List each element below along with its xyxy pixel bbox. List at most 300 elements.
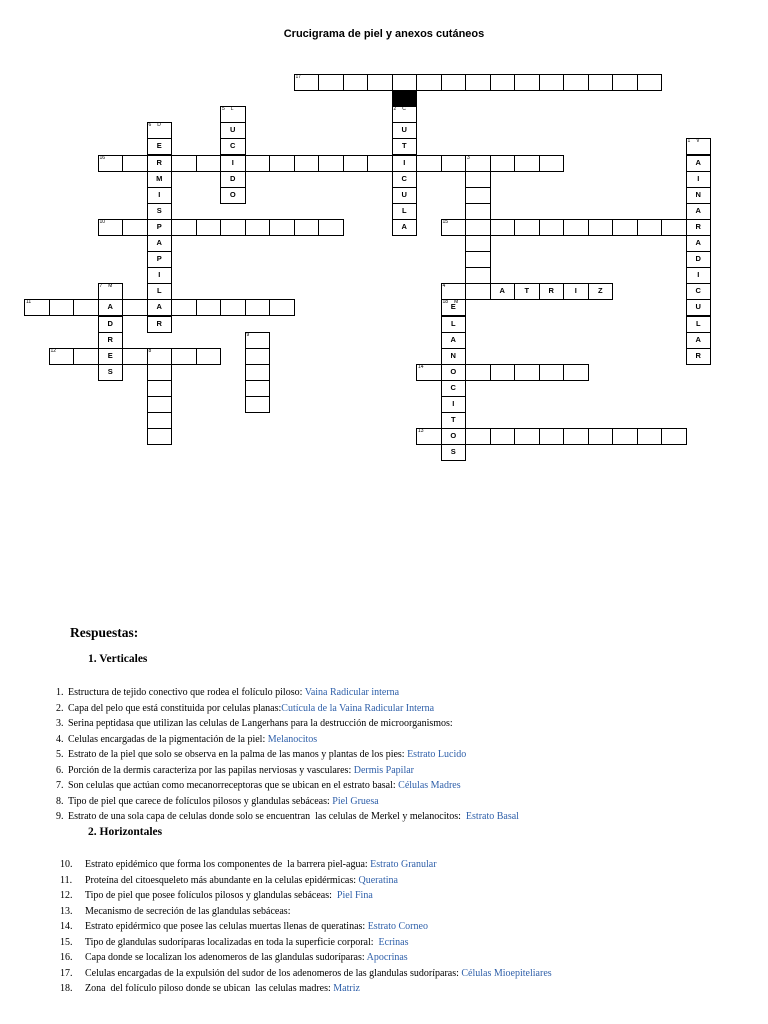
clue-item-number: 5. [56, 749, 64, 760]
crossword-cell [147, 155, 173, 172]
clue-answer: Estrato Granular [370, 859, 437, 870]
crossword-cell [441, 219, 467, 236]
crossword-cell [220, 138, 246, 155]
crossword-cell [220, 155, 246, 172]
clue-answer: Células Madres [398, 780, 461, 791]
answers-heading: Respuestas: [70, 625, 139, 640]
crossword-cell [637, 74, 663, 91]
crossword-cell [245, 155, 271, 172]
crossword-cell [441, 74, 467, 91]
crossword-cell [441, 412, 467, 429]
clue-number-letter: V [696, 138, 700, 145]
crossword-black-cell [392, 90, 418, 107]
clue-number: 7 M [99, 283, 113, 290]
crossword-cell [465, 203, 491, 220]
page-title: Crucigrama de piel y anexos cutáneos [283, 28, 485, 40]
crossword-cell [686, 283, 712, 300]
crossword-cell [220, 122, 246, 139]
cell-letter: T [401, 141, 407, 151]
crossword-grid [0, 0, 768, 457]
crossword-cell [98, 364, 124, 381]
crossword-cell [245, 299, 271, 316]
clue-text: Tipo de glandulas sudoríparas localizadas en toda la superficie corporal: [80, 936, 379, 948]
crossword-cell [514, 428, 540, 445]
crossword-cell [686, 187, 712, 204]
crossword-cell [612, 428, 638, 445]
crossword-cell [98, 299, 124, 316]
crossword-cell [245, 364, 271, 381]
crossword-cell [245, 332, 271, 349]
crossword-cell [514, 74, 540, 91]
clue-number: 15 [442, 218, 449, 225]
cell-letter: L [450, 318, 456, 328]
cell-letter: C [230, 141, 236, 151]
cell-letter: I [452, 399, 455, 408]
crossword-cell [122, 348, 148, 365]
crossword-cell [343, 74, 369, 91]
cell-letter: R [156, 157, 162, 167]
cell-letter: U [230, 125, 236, 135]
crossword-cell [686, 155, 712, 172]
cell-letter: C [450, 382, 456, 392]
cell-letter: E [450, 302, 456, 312]
crossword-cell [416, 74, 442, 91]
clue-text: Tipo de piel que posee folículos pilosos y glandulas sebáceas: [80, 890, 337, 901]
crossword-cell [147, 267, 173, 284]
crossword-cell [416, 428, 442, 445]
crossword-cell [441, 316, 467, 333]
crossword-cell [490, 364, 516, 381]
clue-text: Celulas encargadas de la pigmentación de la piel: [68, 733, 268, 745]
crossword-cell [686, 251, 712, 268]
clue-item [60, 859, 437, 871]
cell-letter: I [574, 286, 577, 296]
cell-letter: L [695, 318, 701, 328]
crossword-cell [490, 428, 516, 445]
crossword-cell [637, 428, 663, 445]
crossword-cell [490, 155, 516, 172]
clue-text: Estructura de tejido conectivo que rodea el folículo piloso: [68, 687, 305, 698]
cell-letter: C [695, 286, 701, 296]
crossword-cell [563, 428, 589, 445]
crossword-cell [171, 219, 197, 236]
cell-letter: A [401, 221, 407, 231]
crossword-cell [392, 155, 418, 172]
clue-number: 12 [50, 347, 57, 354]
crossword-cell [147, 299, 173, 316]
clue-item-number: 10. [60, 859, 73, 870]
cell-letter: I [231, 157, 234, 167]
crossword-cell [563, 74, 589, 91]
cell-letter: A [499, 286, 505, 296]
clue-text: Mecanismo de secreción de las glandulas sebáceas: [80, 905, 291, 917]
crossword-cell [588, 428, 614, 445]
clue-number: 14 [418, 363, 424, 370]
clue-item-number: 1. [56, 687, 64, 698]
crossword-cell [220, 171, 246, 188]
crossword-cell [49, 348, 75, 365]
crossword-cell [563, 283, 589, 300]
cell-letter: R [107, 334, 113, 344]
crossword-cell [220, 299, 246, 316]
cell-letter: P [156, 221, 162, 231]
crossword-cell [318, 219, 344, 236]
cell-letter: D [107, 318, 113, 328]
clue-number: 17 [295, 74, 302, 80]
crossword-cell [245, 348, 271, 365]
crossword-cell [416, 364, 442, 381]
clue-item-number: 18. [60, 983, 73, 994]
crossword-cell [465, 364, 491, 381]
crossword-cell [147, 203, 173, 220]
clue-number: 3 [467, 154, 470, 161]
crossword-cell [147, 219, 173, 236]
crossword-cell [392, 187, 418, 204]
clue-item-number: 3. [56, 718, 64, 729]
clue-item [60, 875, 398, 887]
crossword-cell [147, 251, 173, 268]
crossword-cell [294, 155, 320, 172]
cell-letter: P [156, 254, 162, 264]
crossword-cell [122, 299, 148, 316]
crossword-cell [686, 235, 712, 252]
crossword-cell [563, 364, 589, 381]
crossword-cell [98, 348, 124, 365]
crossword-cell [465, 187, 491, 204]
crossword-cell [441, 428, 467, 445]
cell-letter: N [450, 350, 456, 360]
crossword-cell [563, 219, 589, 236]
cell-letter: R [695, 350, 701, 360]
clue-text: Son celulas que actúan como mecanorreceptoras que se ubican en el estrato basal: [68, 780, 399, 791]
crossword-cell [465, 267, 491, 284]
crossword-cell [392, 219, 418, 236]
crossword-cell [588, 283, 614, 300]
cell-letter: U [695, 302, 701, 312]
clue-number-letter: C [402, 106, 406, 113]
clue-number: 9 [246, 331, 250, 338]
crossword-cell [686, 267, 712, 284]
cell-letter: N [695, 189, 701, 199]
crossword-cell [147, 138, 173, 155]
crossword-cell [147, 348, 173, 365]
cell-letter: A [695, 238, 701, 247]
crossword-cell [147, 122, 173, 139]
crossword-cell [441, 299, 467, 316]
clue-item [56, 749, 466, 761]
clue-item-number: 14. [60, 921, 73, 932]
clue-item [56, 687, 399, 699]
crossword-cell [539, 283, 565, 300]
horizontales-heading: 2. Horizontales [88, 826, 163, 838]
clue-number-letter: L [230, 106, 234, 113]
clue-number: 10 [99, 218, 106, 225]
cell-letter: S [450, 447, 456, 457]
cell-letter: I [697, 270, 700, 280]
crossword-cell [98, 283, 124, 300]
crossword-cell [294, 74, 320, 91]
crossword-cell [147, 283, 173, 300]
clue-item [60, 890, 373, 902]
crossword-cell [661, 428, 687, 445]
crossword-cell [686, 171, 712, 188]
cell-letter: I [697, 173, 700, 183]
crossword-cell [269, 299, 295, 316]
clue-text: Estrato epidémico que forma los componentes de la barrera piel-agua: [80, 859, 371, 870]
clue-item-number: 2. [56, 702, 64, 714]
cell-letter: A [695, 205, 701, 215]
crossword-cell [539, 155, 565, 172]
clue-item [60, 921, 428, 933]
clue-item [60, 968, 552, 980]
crossword-cell [441, 396, 467, 413]
clue-answer: Apocrinas [366, 952, 408, 963]
cell-letter: U [401, 189, 407, 199]
cell-letter: I [158, 189, 161, 199]
crossword-cell [73, 348, 99, 365]
clue-item-number: 7. [56, 780, 64, 791]
clue-answer: Piel Fina [336, 890, 373, 901]
clue-item [56, 718, 453, 730]
clue-item [60, 937, 409, 949]
crossword-cell [392, 122, 418, 139]
clue-text: Estrato de una sola capa de celulas donde solo se encuentran las celulas de Merkel y melanocitos: [68, 811, 466, 822]
cell-letter: O [450, 366, 457, 376]
crossword-cell [416, 155, 442, 172]
cell-letter: R [695, 221, 701, 231]
cell-letter: L [156, 286, 162, 296]
cell-letter: A [695, 157, 701, 167]
crossword-cell [196, 348, 222, 365]
cell-letter: U [401, 125, 407, 135]
clue-item-number: 6. [56, 764, 64, 776]
crossword-cell [441, 332, 467, 349]
crossword-cell [539, 428, 565, 445]
cell-letter: A [156, 302, 162, 312]
crossword-cell [514, 155, 540, 172]
crossword-cell [465, 219, 491, 236]
clue-answer: Queratina [358, 874, 398, 886]
crossword-cell [539, 74, 565, 91]
clue-number: 4 [442, 283, 446, 290]
cell-letter: T [524, 286, 530, 296]
crossword-cell [686, 299, 712, 316]
crossword-cell [686, 203, 712, 220]
cell-letter: Z [597, 286, 603, 296]
crossword-cell [661, 219, 687, 236]
crossword-cell [514, 283, 540, 300]
crossword-cell [318, 155, 344, 172]
crossword-cell [147, 187, 173, 204]
clue-text: Zona del folículo piloso donde se ubican las celulas madres: [80, 983, 334, 994]
cell-letter: A [107, 302, 113, 312]
crossword-cell [539, 364, 565, 381]
crossword-cell [245, 380, 271, 397]
clue-text: Porción de la dermis caracteriza por las papilas nerviosas y vasculares: [68, 764, 354, 776]
crossword-cell [147, 171, 173, 188]
clue-item [56, 734, 317, 746]
crossword-cell [637, 219, 663, 236]
cell-letter: A [156, 238, 162, 247]
crossword-cell [392, 203, 418, 220]
crossword-cell [465, 155, 491, 172]
crossword-cell [441, 380, 467, 397]
crossword-cell [539, 219, 565, 236]
clue-answer: Estrato Basal [465, 811, 519, 822]
crossword-cell [220, 187, 246, 204]
clue-number-letter: M [454, 299, 459, 306]
crossword-cell [465, 251, 491, 268]
clue-text: Tipo de piel que carece de folículos pilosos y glandulas sebáceas: [68, 795, 333, 807]
clue-item [56, 811, 519, 823]
clue-number: 16 [99, 154, 106, 161]
clue-number-letter: D [157, 122, 161, 129]
clue-item-number: 11. [60, 874, 73, 886]
crossword-cell [441, 364, 467, 381]
clue-number: 2 C [393, 106, 406, 113]
crossword-cell [490, 219, 516, 236]
clue-answer: Estrato Corneo [367, 921, 428, 932]
crossword-cell [686, 316, 712, 333]
cell-letter: S [156, 205, 162, 215]
cell-letter: E [107, 350, 113, 360]
clue-number: 1 V [687, 138, 700, 145]
crossword-cell [392, 106, 418, 123]
clue-number: 6 D [148, 122, 161, 129]
clue-item [56, 796, 379, 808]
crossword-cell [147, 235, 173, 252]
clue-text: Capa donde se localizan los adenomeros de las glandulas sudoríparas: [80, 952, 367, 963]
clue-text: Capa del pelo que está constituida por celulas planas: [68, 702, 282, 714]
crossword-cell [171, 299, 197, 316]
crossword-cell [588, 219, 614, 236]
crossword-cell [147, 364, 173, 381]
cell-letter: A [450, 334, 456, 344]
clue-text: Estrato epidérmico que posee las celulas muertas llenas de queratinas: [80, 921, 368, 932]
crossword-cell [441, 283, 467, 300]
crossword-cell [171, 348, 197, 365]
cell-letter: S [107, 366, 113, 376]
crossword-cell [269, 219, 295, 236]
crossword-cell [465, 283, 491, 300]
clue-answer: Matriz [333, 983, 360, 994]
crossword-cell [147, 316, 173, 333]
cell-letter: T [450, 415, 456, 425]
crossword-cell [490, 74, 516, 91]
clue-answer: Vaina Radicular interna [304, 687, 400, 698]
crossword-cell [514, 364, 540, 381]
clue-answer: Células Mioepiteliares [461, 967, 552, 979]
cell-letter: I [158, 270, 161, 280]
crossword-cell [686, 332, 712, 349]
cell-letter: R [548, 286, 554, 296]
crossword-cell [367, 155, 393, 172]
crossword-cell [122, 155, 148, 172]
clue-item-number: 4. [56, 733, 64, 745]
crossword-cell [122, 219, 148, 236]
crossword-cell [686, 138, 712, 155]
cell-letter: A [695, 334, 701, 344]
crossword-cell [269, 155, 295, 172]
crossword-cell [318, 74, 344, 91]
cell-letter: D [230, 173, 236, 183]
clue-item-number: 15. [60, 936, 73, 948]
crossword-cell [98, 316, 124, 333]
crossword-cell [392, 171, 418, 188]
clue-item [56, 765, 414, 777]
crossword-cell [294, 219, 320, 236]
clue-item [60, 952, 408, 964]
clue-item-number: 9. [56, 811, 64, 822]
crossword-cell [196, 299, 222, 316]
crossword-cell [441, 444, 467, 461]
clue-text: Estrato de la piel que solo se observa en la palma de las manos y plantas de los pies: [68, 749, 408, 760]
clue-item [60, 906, 290, 918]
clue-item-number: 17. [60, 967, 73, 979]
crossword-cell [245, 219, 271, 236]
crossword-cell [245, 396, 271, 413]
cell-letter: D [695, 254, 701, 264]
crossword-cell [49, 299, 75, 316]
clue-item-number: 13. [60, 905, 73, 917]
crossword-cell [612, 219, 638, 236]
crossword-cell [147, 396, 173, 413]
crossword-cell [98, 332, 124, 349]
cell-letter: C [401, 173, 407, 183]
clue-answer: Dermis Papilar [353, 764, 414, 776]
clue-text: Proteína del citoesqueleto más abundante en la celulas epidérmicas: [80, 874, 359, 886]
crossword-cell [686, 348, 712, 365]
crossword-cell [196, 155, 222, 172]
crossword-cell [98, 155, 124, 172]
cell-letter: R [156, 318, 162, 328]
crossword-cell [147, 380, 173, 397]
crossword-cell [588, 74, 614, 91]
clue-number: 5 L [222, 106, 234, 113]
clue-number: 8 [148, 347, 152, 354]
clue-answer: Ecrinas [378, 936, 409, 948]
clue-number-letter: M [108, 283, 113, 290]
clue-item-number: 12. [60, 890, 73, 901]
crossword-cell [196, 219, 222, 236]
cell-letter: L [401, 205, 407, 215]
crossword-cell [147, 428, 173, 445]
clue-answer: Piel Gruesa [332, 795, 379, 807]
crossword-cell [147, 412, 173, 429]
crossword-cell [98, 219, 124, 236]
clue-item [56, 703, 434, 715]
cell-letter: O [450, 431, 457, 441]
crossword-cell [220, 219, 246, 236]
clue-item [60, 983, 360, 995]
crossword-cell [465, 74, 491, 91]
crossword-cell [367, 74, 393, 91]
crossword-cell [441, 348, 467, 365]
crossword-cell [465, 171, 491, 188]
cell-letter: I [403, 157, 406, 167]
clue-number: 13 [418, 428, 424, 435]
clue-item-number: 16. [60, 952, 73, 963]
crossword-cell [490, 283, 516, 300]
crossword-cell [392, 138, 418, 155]
crossword-cell [612, 74, 638, 91]
crossword-cell [220, 106, 246, 123]
crossword-cell [24, 299, 50, 316]
clue-number: 18 M [442, 299, 459, 306]
clue-item [56, 780, 461, 792]
cell-letter: E [156, 141, 162, 151]
crossword-cell [73, 299, 99, 316]
